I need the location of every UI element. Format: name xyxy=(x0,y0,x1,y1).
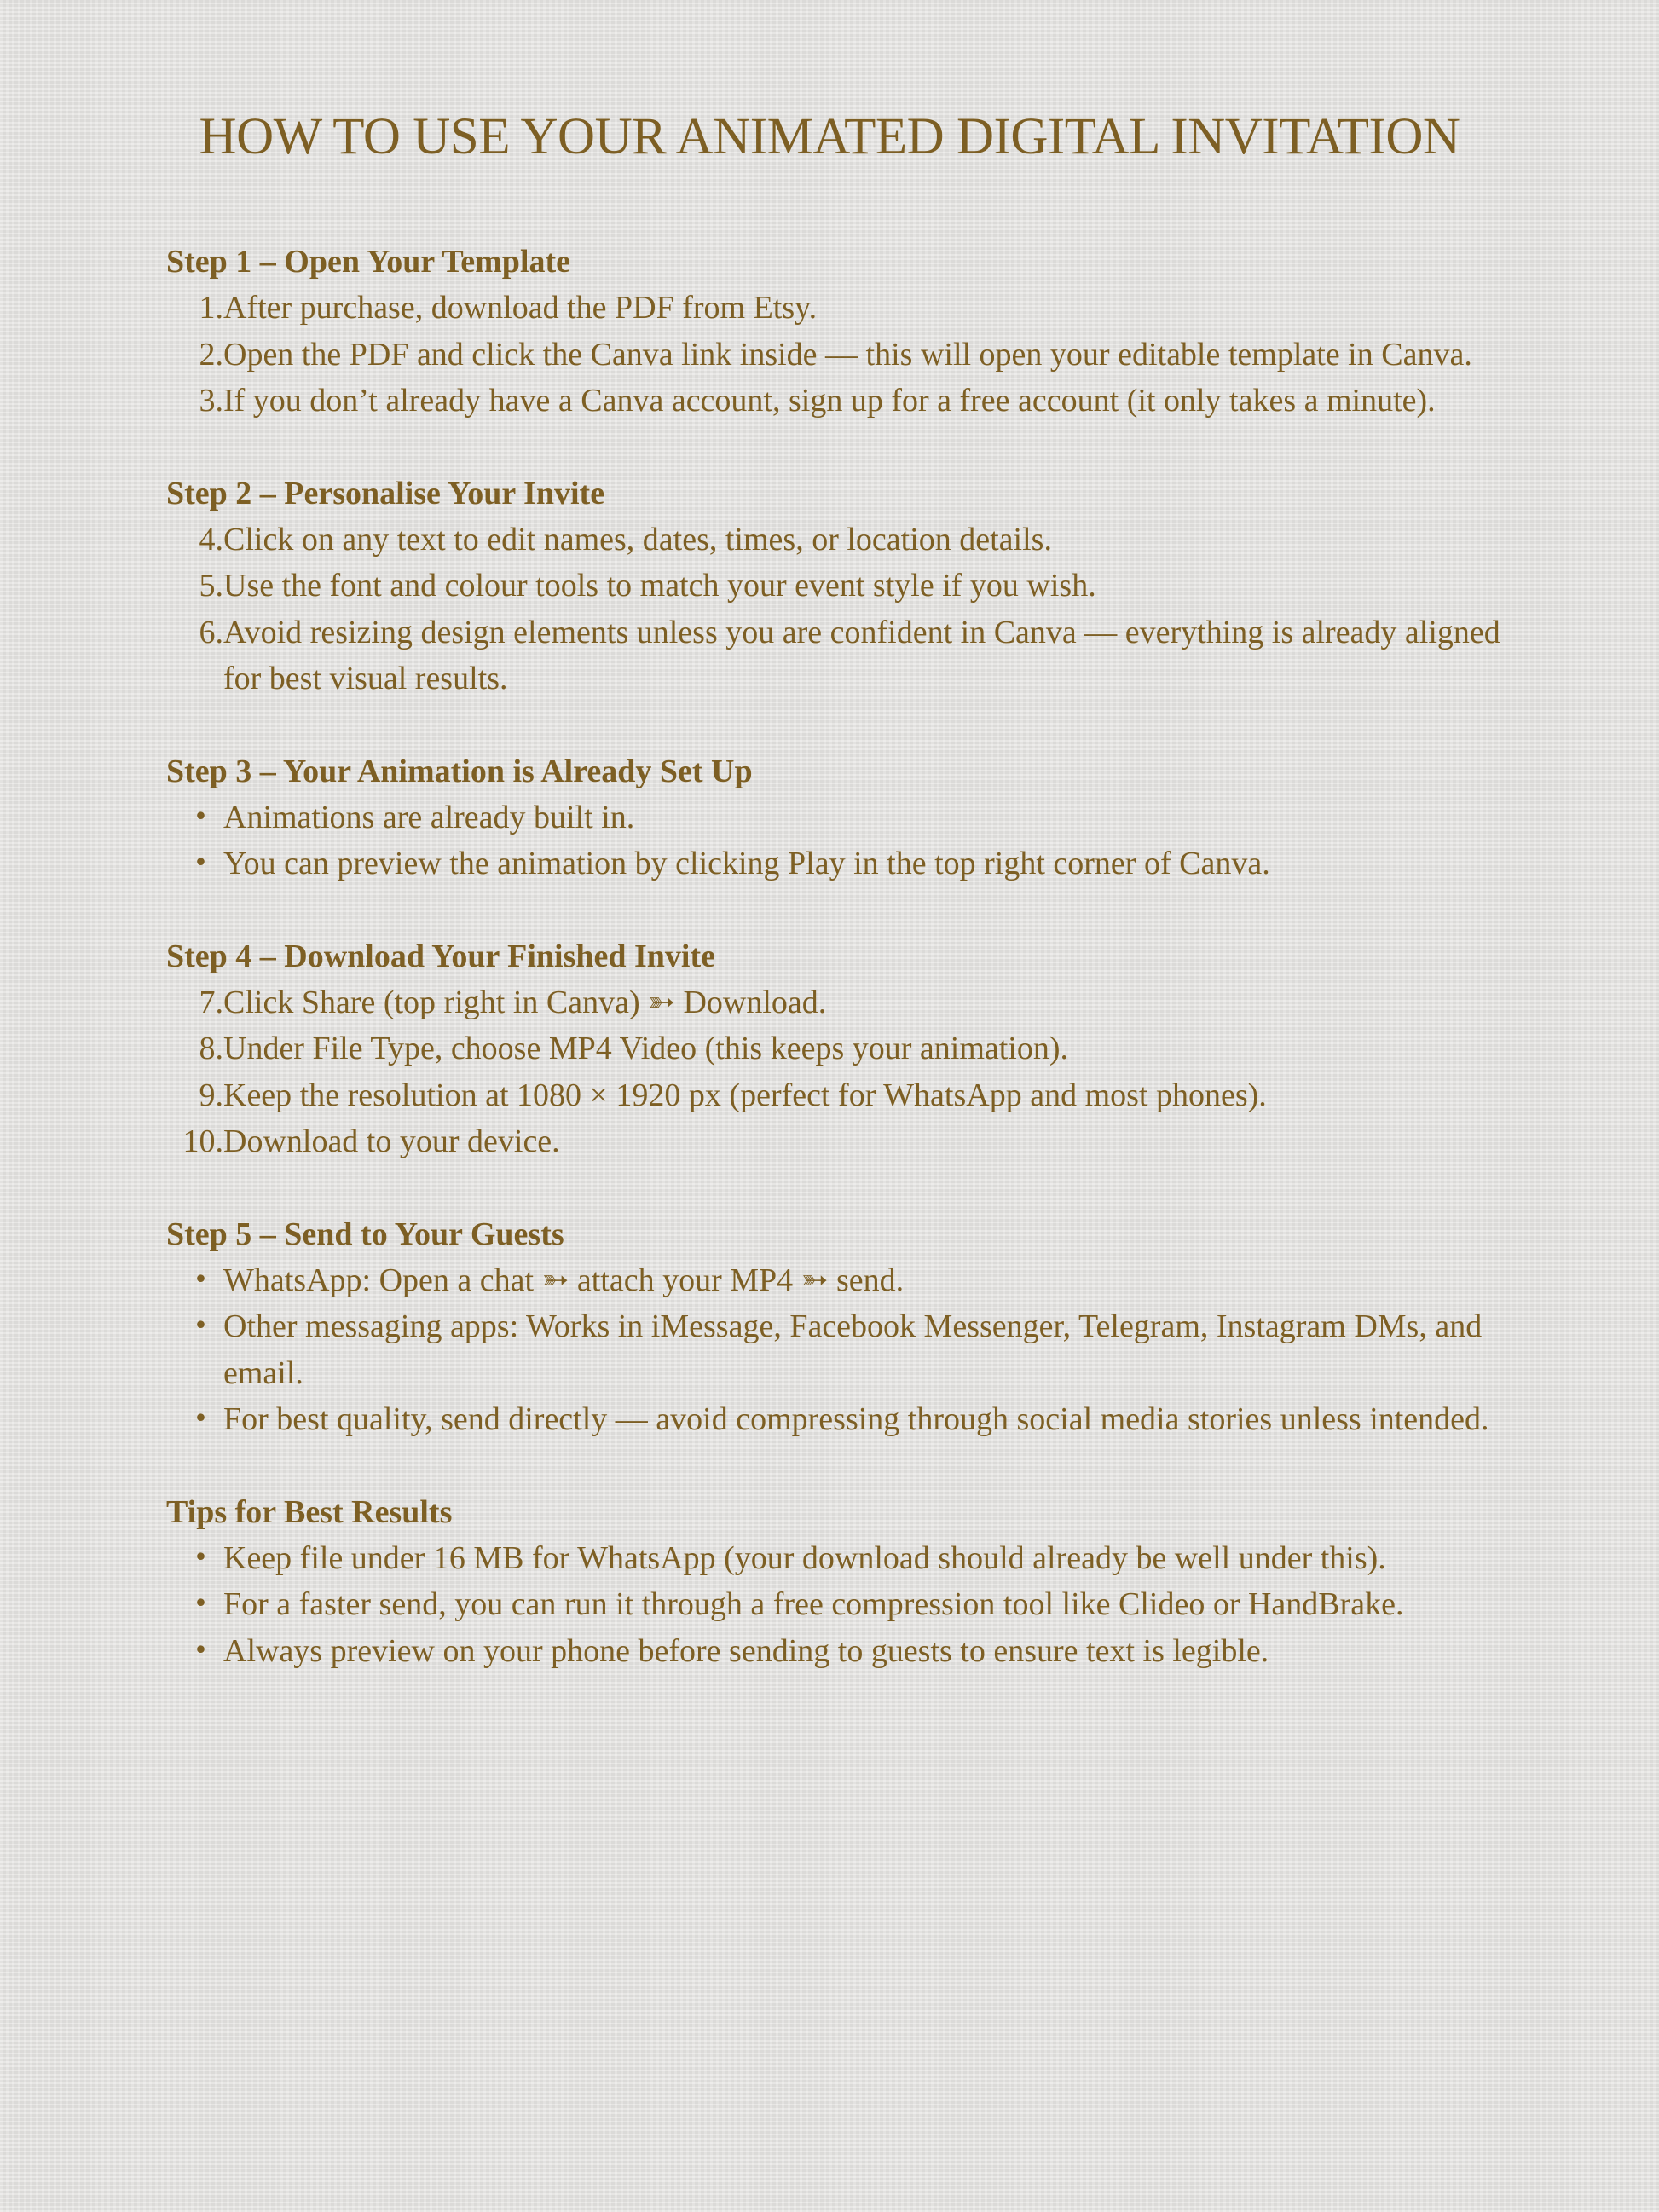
list-item xyxy=(166,840,1513,887)
section-heading: Step 3 – Your Animation is Already Set Up xyxy=(166,753,753,789)
section-tips xyxy=(166,1489,1513,1675)
bullet-icon: • xyxy=(193,1404,209,1434)
list-item-text: For a faster send, you can run it through a free compression tool like Clideo or HandBrake. xyxy=(223,1586,1404,1622)
bullet-icon: • xyxy=(193,848,209,878)
list-item-text: Keep file under 16 MB for WhatsApp (your download should already be well under this). xyxy=(223,1539,1386,1576)
list-item-text: You can preview the animation by clicking Play in the top right corner of Canva. xyxy=(223,846,1270,881)
section-heading: Step 4 – Download Your Finished Invite xyxy=(166,938,716,974)
bullet-icon: • xyxy=(193,801,209,832)
section-heading: Tips for Best Results xyxy=(166,1493,453,1530)
list-item xyxy=(166,1257,1513,1304)
list-number: 8. xyxy=(199,1031,223,1066)
list-item xyxy=(166,285,1513,332)
list-number: 4. xyxy=(199,521,223,557)
bullet-list xyxy=(166,1535,1513,1675)
list-item xyxy=(166,1396,1513,1443)
page-title: HOW TO USE YOUR ANIMATED DIGITAL INVITATION xyxy=(199,108,1460,165)
section-heading: Step 2 – Personalise Your Invite xyxy=(166,475,605,511)
list-item xyxy=(166,979,1513,1026)
bullet-list xyxy=(166,794,1513,887)
list-item-text: Avoid resizing design elements unless you are confident in Canva — everything is already aligned for best visual results. xyxy=(223,614,1500,696)
list-item-text: Click Share (top right in Canva) ➳ Download. xyxy=(223,984,827,1020)
list-item-text: For best quality, send directly — avoid compressing through social media stories unless intended. xyxy=(223,1401,1489,1437)
list-number: 5. xyxy=(199,568,223,604)
list-number: 10. xyxy=(182,1123,223,1159)
list-item xyxy=(166,1581,1513,1628)
list-item-text: Click on any text to edit names, dates, times, or location details. xyxy=(223,521,1052,557)
bullet-icon: • xyxy=(193,1635,209,1666)
section-step-4 xyxy=(166,933,1513,1165)
section-step-3 xyxy=(166,748,1513,887)
list-item xyxy=(166,563,1513,609)
list-number: 2. xyxy=(199,336,223,373)
list-item-text: Use the font and colour tools to match your event style if you wish. xyxy=(223,568,1096,604)
list-item xyxy=(166,1303,1513,1396)
list-item-text: If you don’t already have a Canva account, sign up for a free account (it only takes a minute). xyxy=(223,383,1436,419)
bullet-icon: • xyxy=(193,1264,209,1295)
list-item-text: Always preview on your phone before sending to guests to ensure text is legible. xyxy=(223,1632,1269,1669)
list-item xyxy=(166,1072,1513,1119)
list-number: 7. xyxy=(199,984,223,1020)
list-item-text: Download to your device. xyxy=(223,1123,560,1159)
list-item-text: After purchase, download the PDF from Etsy. xyxy=(223,290,818,326)
section-heading: Step 1 – Open Your Template xyxy=(166,244,571,280)
list-item xyxy=(166,794,1513,841)
list-item-text: Animations are already built in. xyxy=(223,799,635,835)
list-number: 9. xyxy=(199,1077,223,1113)
list-item-text: Other messaging apps: Works in iMessage, Facebook Messenger, Telegram, Instagram DMs, and email. xyxy=(223,1308,1483,1391)
list-item xyxy=(166,1025,1513,1072)
list-item-text: Under File Type, choose MP4 Video (this keeps your animation). xyxy=(223,1031,1069,1066)
list-item xyxy=(166,517,1513,563)
numbered-list xyxy=(166,979,1513,1165)
bullet-icon: • xyxy=(193,1589,209,1619)
list-number: 3. xyxy=(199,383,223,419)
list-number: 6. xyxy=(199,614,223,650)
list-item-text: Keep the resolution at 1080 × 1920 px (perfect for WhatsApp and most phones). xyxy=(223,1077,1267,1113)
bullet-icon: • xyxy=(193,1311,209,1341)
section-heading: Step 5 – Send to Your Guests xyxy=(166,1216,564,1252)
list-item-text: WhatsApp: Open a chat ➳ attach your MP4 ➳ send. xyxy=(223,1262,905,1298)
instructions-content xyxy=(166,239,1513,1720)
list-item xyxy=(166,1628,1513,1675)
list-item-text: Open the PDF and click the Canva link inside — this will open your editable template in Canva. xyxy=(223,336,1472,373)
bullet-icon: • xyxy=(193,1542,209,1573)
section-step-5 xyxy=(166,1211,1513,1443)
section-step-2 xyxy=(166,471,1513,702)
list-item xyxy=(166,332,1513,378)
section-step-1 xyxy=(166,239,1513,424)
list-item xyxy=(166,609,1513,702)
list-item xyxy=(166,1118,1513,1165)
bullet-list xyxy=(166,1257,1513,1443)
numbered-list xyxy=(166,517,1513,702)
list-item xyxy=(166,1535,1513,1582)
list-item xyxy=(166,378,1513,424)
numbered-list xyxy=(166,285,1513,424)
list-number: 1. xyxy=(199,290,223,326)
